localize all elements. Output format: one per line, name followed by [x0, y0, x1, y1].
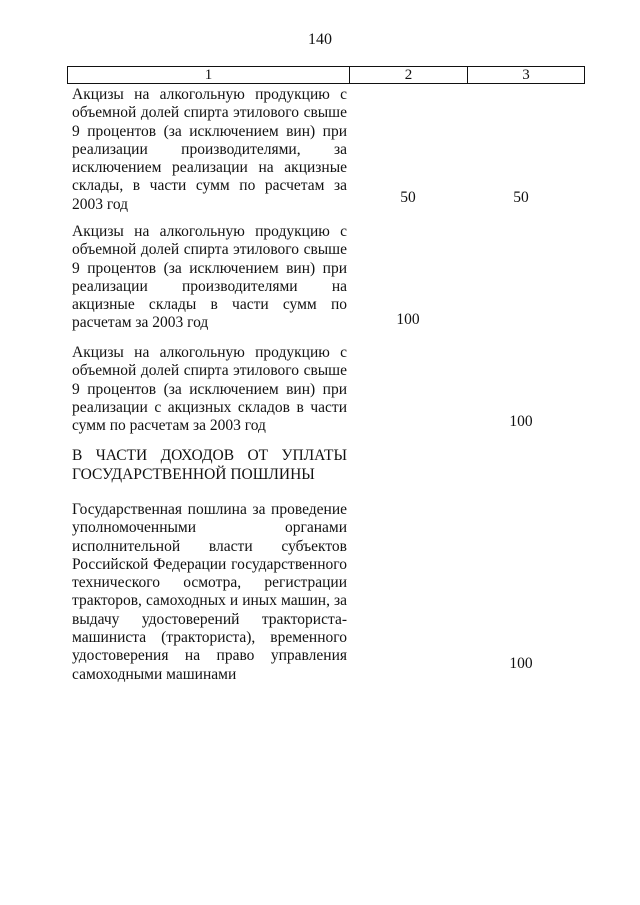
row-description: Акцизы на алкогольную продукцию с объемной долей спирта этилового свыше 9 процентов (за исключением вин) при реализации производителями, за исключением реализации на акцизные склады, в части сумм по расчетам за 2003 год [72, 86, 347, 213]
row-value-col2: 100 [396, 311, 420, 328]
table-header [67, 66, 585, 84]
row-value-col3: 100 [509, 413, 533, 430]
row-description: Государственная пошлина за проведение уполномоченными органами исполнительной власти субъектов Российской Федерации государственного технического осмотра, регистрации тракторов, самоходных и иных машин, за выдачу удостоверений тракториста-машиниста (тракториста), временного удостоверения на право управления самоходными машинами [72, 501, 347, 683]
row-value-col2: 50 [400, 189, 416, 206]
row-description: Акцизы на алкогольную продукцию с объемной долей спирта этилового свыше 9 процентов (за исключением вин) при реализации с акцизных складов в части сумм по расчетам за 2003 год [72, 344, 347, 435]
row-value-col3: 50 [513, 189, 529, 206]
header-col-2: 2 [350, 67, 468, 83]
row-description: Акцизы на алкогольную продукцию с объемной долей спирта этилового свыше 9 процентов (за исключением вин) при реализации производителями на акцизные склады в части сумм по расчетам за 2003 год [72, 223, 347, 332]
page-number: 140 [308, 31, 332, 48]
header-col-3: 3 [522, 67, 530, 83]
header-col-1: 1 [68, 67, 350, 83]
section-heading: В ЧАСТИ ДОХОДОВ ОТ УПЛАТЫ ГОСУДАРСТВЕННОЙ ПОШЛИНЫ [72, 447, 347, 483]
row-value-col3: 100 [509, 655, 533, 672]
